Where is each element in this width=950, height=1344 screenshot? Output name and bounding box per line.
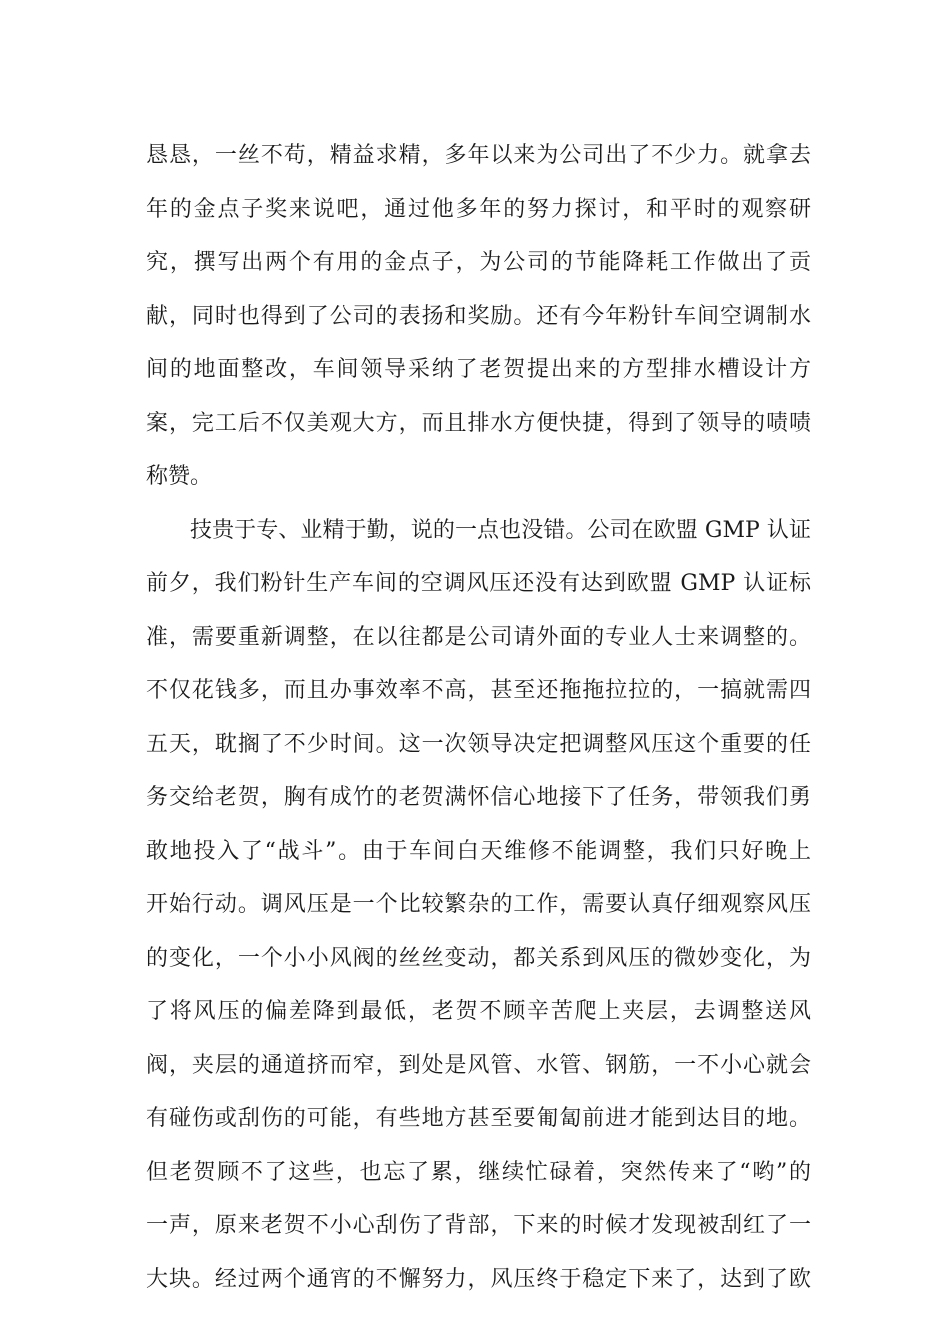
text-line: 间的地面整改，车间领导采纳了老贺提出来的方型排水槽设计方 [146,357,811,382]
text-line: 的变化，一个小小风阀的丝丝变动，都关系到风压的微妙变化，为 [146,945,811,971]
text-line: 开始行动。调风压是一个比较繁杂的工作，需要认真仔细观察风压 [146,892,811,917]
text-line: 称赞。 [146,464,213,489]
text-line: 恳恳，一丝不苟，精益求精，多年以来为公司出了不少力。就拿去 [146,143,811,168]
text-line: 了将风压的偏差降到最低，老贺不顾辛苦爬上夹层，去调整送风 [146,999,811,1024]
text-line: 献，同时也得到了公司的表扬和奖励。还有今年粉针车间空调制水 [146,303,811,329]
text-line: 一声，原来老贺不小心刮伤了背部，下来的时候才发现被刮红了一 [146,1213,811,1238]
text-line: 准，需要重新调整，在以往都是公司请外面的专业人士来调整的。 [146,624,811,650]
text-line: 究，撰写出两个有用的金点子，为公司的节能降耗工作做出了贡 [146,250,811,275]
text-line: 敢地投入了“战斗”。由于车间白天维修不能调整，我们只好晚上 [146,838,811,864]
text-line: 但老贺顾不了这些，也忘了累，继续忙碌着，突然传来了“哟”的 [146,1159,811,1185]
text-line: 年的金点子奖来说吧，通过他多年的努力探讨，和平时的观察研 [146,196,811,222]
text-line: 有碰伤或刮伤的可能，有些地方甚至要匍匐前进才能到达目的地。 [146,1106,811,1131]
text-line: 不仅花钱多，而且办事效率不高，甚至还拖拖拉拉的，一搞就需四 [146,678,811,703]
body-text [146,129,811,1306]
text-line: 五天，耽搁了不少时间。这一次领导决定把调整风压这个重要的任 [146,731,811,757]
text-line: 大块。经过两个通宵的不懈努力，风压终于稳定下来了，达到了欧 [146,1266,811,1292]
text-line: 案，完工后不仅美观大方，而且排水方便快捷，得到了领导的啧啧 [146,410,811,436]
text-line: 前夕，我们粉针生产车间的空调风压还没有达到欧盟 GMP 认证标 [146,571,811,596]
text-line: 务交给老贺，胸有成竹的老贺满怀信心地接下了任务，带领我们勇 [146,785,811,810]
text-line: 技贵于专、业精于勤，说的一点也没错。公司在欧盟 GMP 认证 [190,517,811,543]
text-line: 阀，夹层的通道挤而窄，到处是风管、水管、钢筋，一不小心就会 [146,1052,811,1078]
